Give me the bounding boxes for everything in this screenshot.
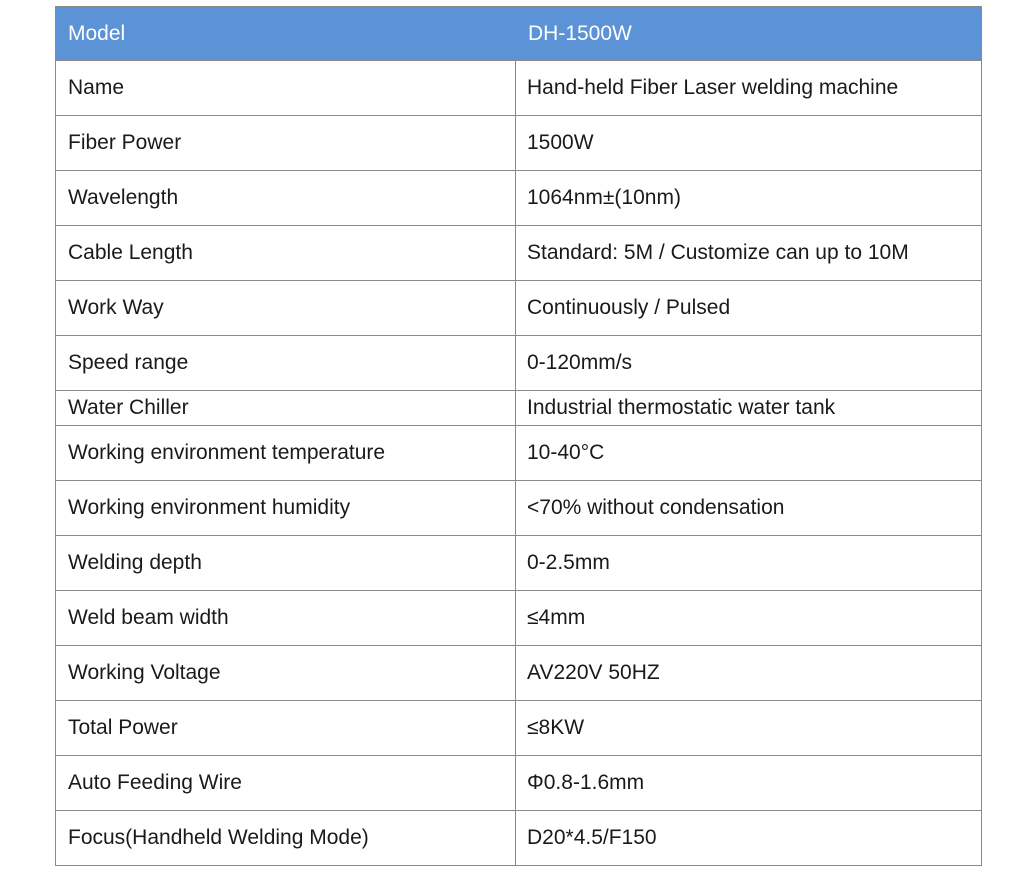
table-header-row — [56, 7, 982, 61]
spec-value: Hand-held Fiber Laser welding machine — [516, 61, 982, 116]
table-row — [56, 646, 982, 701]
spec-label: Focus(Handheld Welding Mode) — [56, 811, 516, 866]
spec-label: Welding depth — [56, 536, 516, 591]
spec-label: Wavelength — [56, 171, 516, 226]
spec-value: 10-40°C — [516, 426, 982, 481]
table-row — [56, 426, 982, 481]
table-row — [56, 116, 982, 171]
table-row — [56, 226, 982, 281]
spec-value: Industrial thermostatic water tank — [516, 391, 982, 426]
table-row — [56, 701, 982, 756]
spec-label: Name — [56, 61, 516, 116]
spec-label: Working Voltage — [56, 646, 516, 701]
table-row — [56, 811, 982, 866]
spec-label: Fiber Power — [56, 116, 516, 171]
table-row — [56, 536, 982, 591]
spec-label: Water Chiller — [56, 391, 516, 426]
spec-label: Weld beam width — [56, 591, 516, 646]
spec-value: D20*4.5/F150 — [516, 811, 982, 866]
spec-table — [55, 6, 982, 866]
spec-value: Φ0.8-1.6mm — [516, 756, 982, 811]
spec-value: ≤8KW — [516, 701, 982, 756]
spec-value: AV220V 50HZ — [516, 646, 982, 701]
spec-value: Standard: 5M / Customize can up to 10M — [516, 226, 982, 281]
spec-label: Working environment humidity — [56, 481, 516, 536]
table-row — [56, 61, 982, 116]
table-row — [56, 281, 982, 336]
spec-value: Continuously / Pulsed — [516, 281, 982, 336]
spec-label: Working environment temperature — [56, 426, 516, 481]
table-row — [56, 591, 982, 646]
table-row — [56, 481, 982, 536]
spec-value: ≤4mm — [516, 591, 982, 646]
spec-label: Auto Feeding Wire — [56, 756, 516, 811]
table-row — [56, 336, 982, 391]
spec-label: Speed range — [56, 336, 516, 391]
spec-label: Cable Length — [56, 226, 516, 281]
table-row — [56, 171, 982, 226]
spec-label: Work Way — [56, 281, 516, 336]
spec-value: 1500W — [516, 116, 982, 171]
spec-value: <70% without condensation — [516, 481, 982, 536]
header-label-cell: Model — [56, 7, 516, 61]
spec-label: Total Power — [56, 701, 516, 756]
header-value-cell: DH-1500W — [516, 7, 982, 61]
spec-value: 0-120mm/s — [516, 336, 982, 391]
spec-value: 0-2.5mm — [516, 536, 982, 591]
table-row — [56, 756, 982, 811]
spec-value: 1064nm±(10nm) — [516, 171, 982, 226]
table-row — [56, 391, 982, 426]
